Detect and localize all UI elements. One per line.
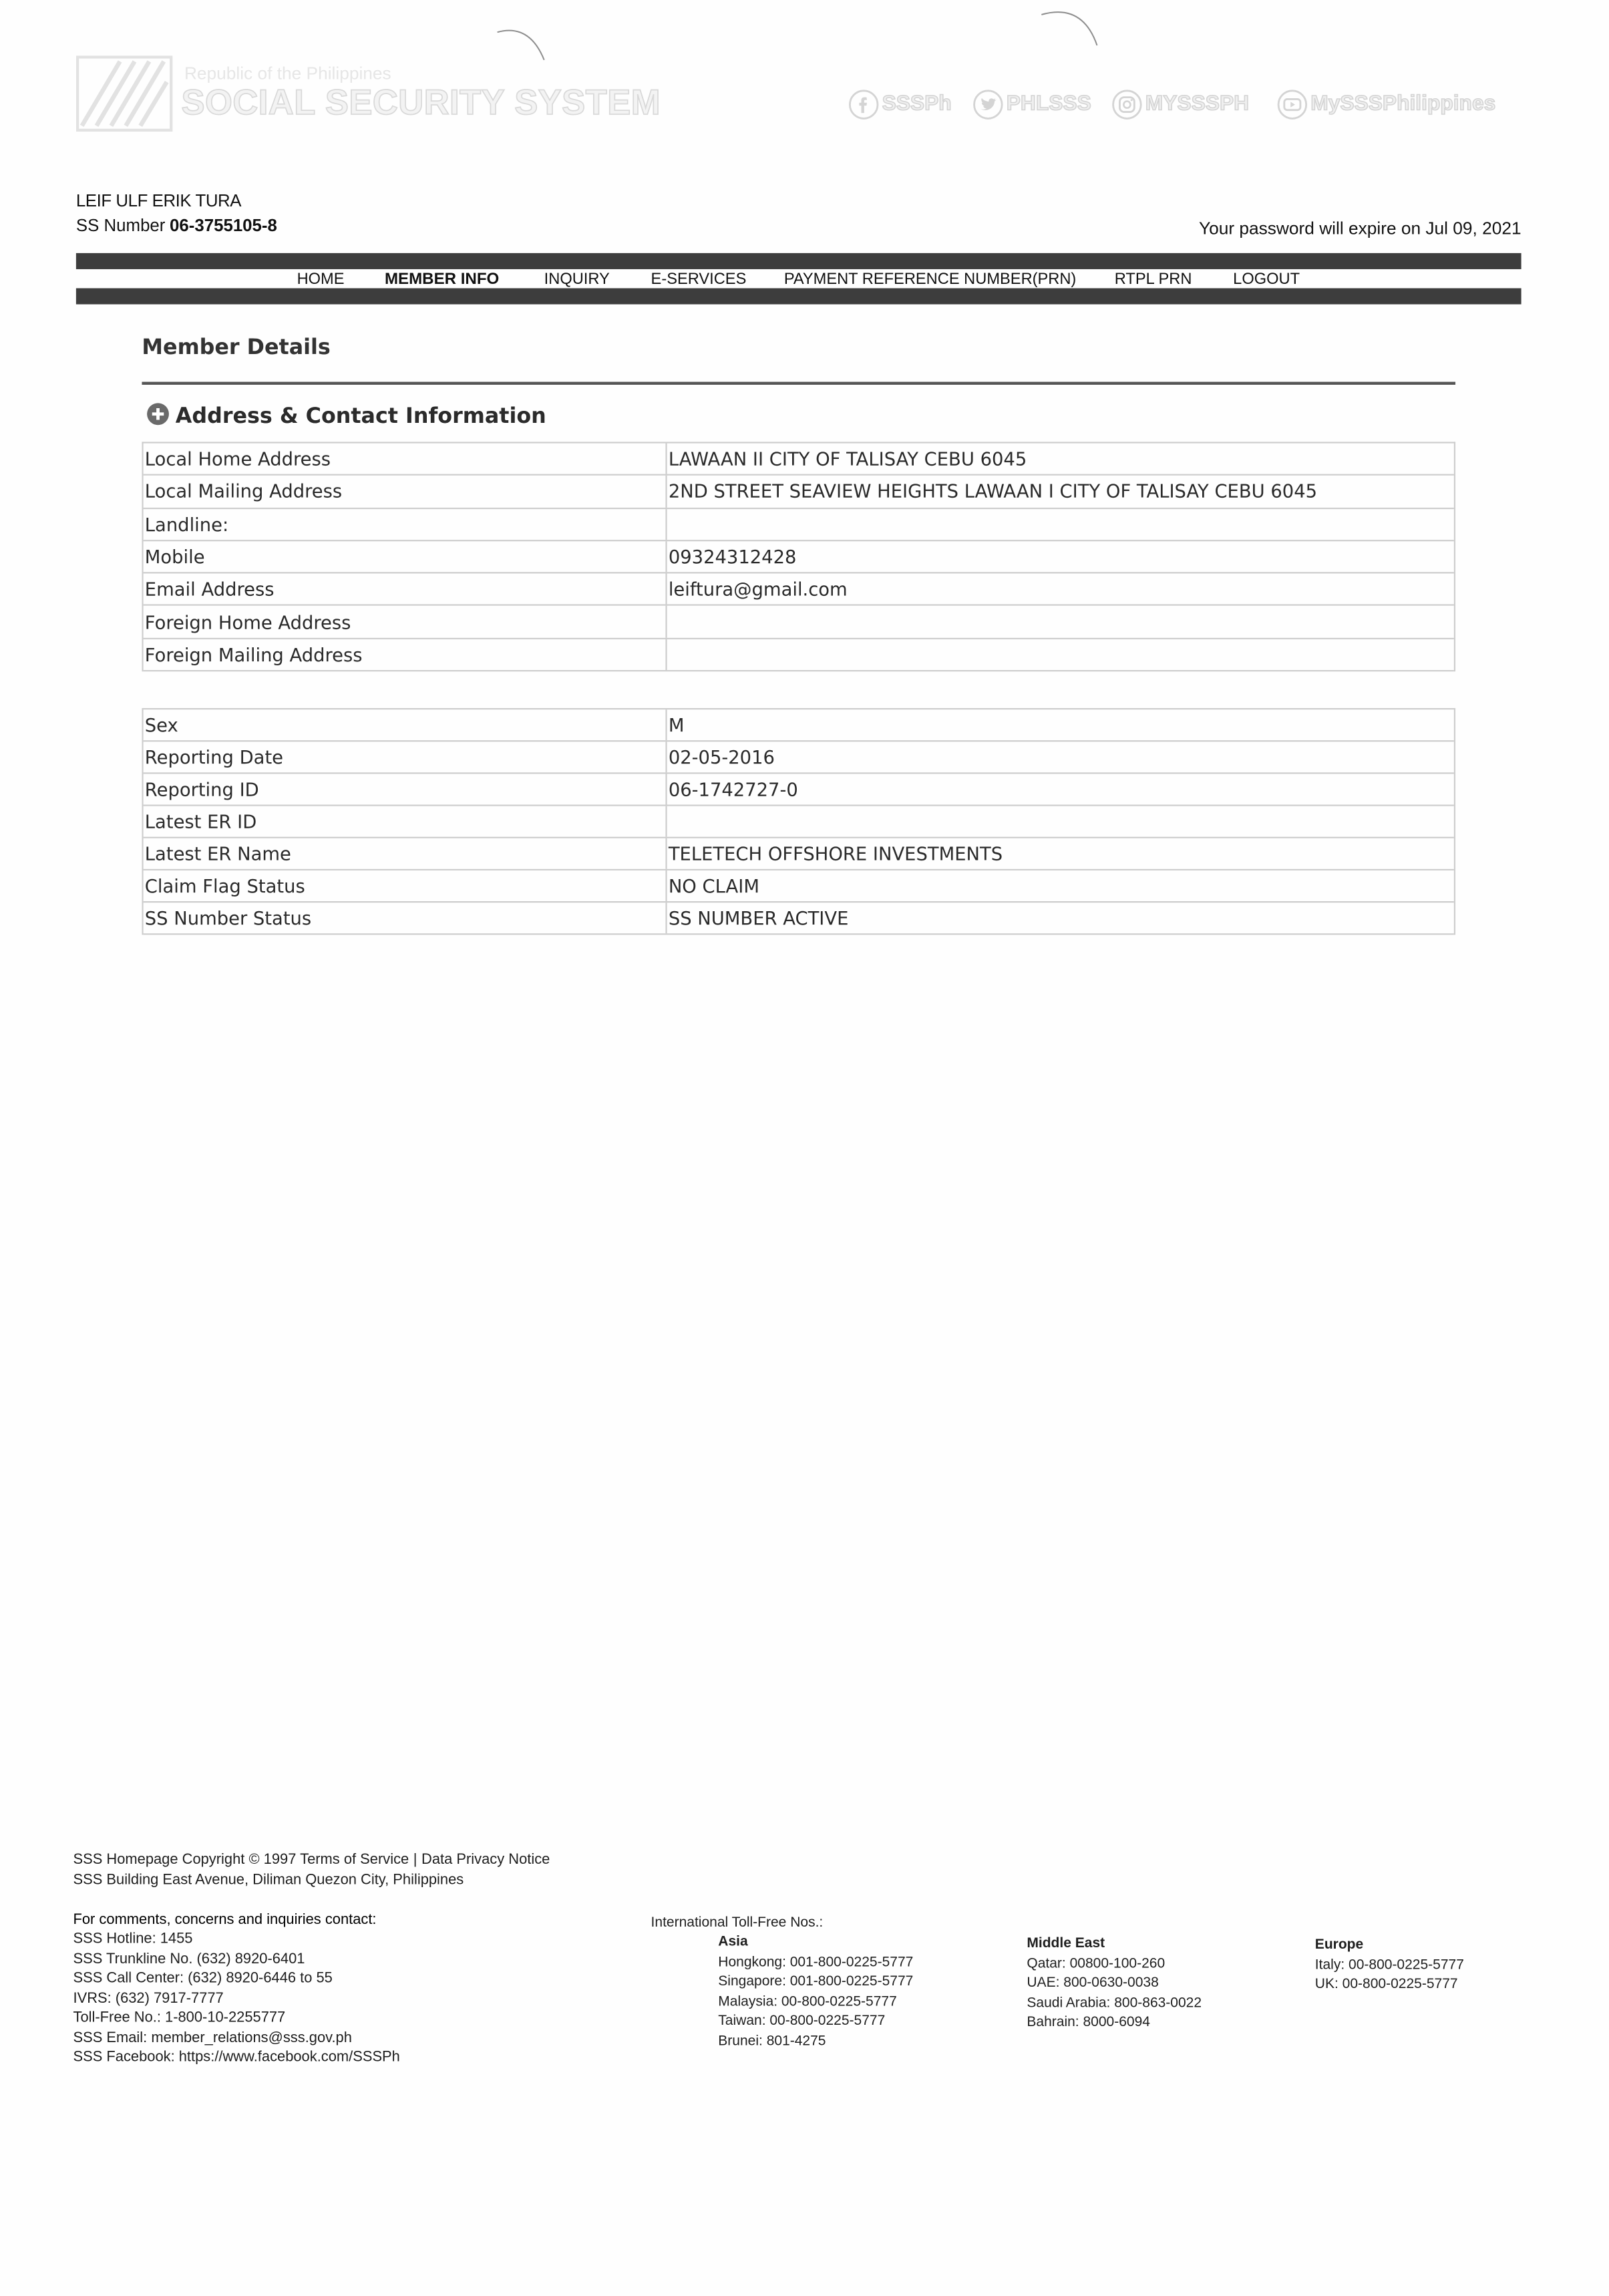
contact-ivrs: IVRS: (632) 7917-7777 — [73, 1991, 224, 2007]
field-label: Local Home Address — [144, 444, 667, 475]
contact-toll-free: Toll-Free No.: 1-800-10-2255777 — [73, 2010, 286, 2027]
sss-logo-icon — [76, 55, 173, 132]
toll-free-number: Italy: 00-800-0225-5777 — [1314, 1957, 1464, 1973]
field-value — [667, 508, 1454, 540]
youtube-icon — [1277, 88, 1308, 119]
field-value — [667, 607, 1454, 638]
contact-trunkline: SSS Trunkline No. (632) 8920-6401 — [73, 1951, 305, 1968]
field-label: Foreign Mailing Address — [144, 639, 667, 671]
copyright-text: SSS Homepage Copyright © 1997 — [73, 1852, 297, 1868]
field-label: Latest ER Name — [144, 838, 667, 869]
region-middle-east — [1027, 1935, 1202, 2033]
table-row — [144, 574, 1454, 607]
field-label: Reporting Date — [144, 742, 667, 772]
twitter-icon — [972, 88, 1003, 119]
table-row — [144, 541, 1454, 574]
table-row — [144, 870, 1454, 903]
field-value: 09324312428 — [668, 545, 797, 568]
nav-home[interactable]: HOME — [297, 271, 345, 289]
field-label: Latest ER ID — [144, 806, 667, 837]
nav-bar-top — [76, 253, 1522, 269]
field-label: Mobile — [144, 541, 667, 572]
social-link-facebook[interactable] — [848, 88, 951, 120]
scan-mark — [1039, 3, 1103, 49]
region-name: Middle East — [1027, 1935, 1105, 1953]
table-row — [144, 838, 1454, 870]
copyright-line — [73, 1850, 550, 1871]
plus-circle-icon[interactable] — [146, 402, 170, 426]
ss-number-line — [76, 215, 277, 236]
table-row — [144, 639, 1454, 672]
facebook-icon — [848, 88, 879, 119]
social-handle: PHLSSS — [1006, 92, 1091, 116]
field-label: Local Mailing Address — [144, 476, 667, 507]
field-value: NO CLAIM — [668, 874, 759, 897]
field-value: leiftura@gmail.com — [668, 578, 848, 601]
member-name: LEIF ULF ERIK TURA — [75, 190, 242, 211]
field-label: Foreign Home Address — [144, 607, 667, 638]
footer-separator: | — [413, 1852, 417, 1868]
table-row — [144, 444, 1454, 476]
region-name: Europe — [1314, 1937, 1364, 1954]
toll-free-number: Bahrain: 8000-6094 — [1027, 2015, 1150, 2031]
nav-bar-bottom — [76, 288, 1522, 304]
toll-free-number: Malaysia: 00-800-0225-5777 — [718, 1993, 897, 2010]
table-row — [144, 607, 1454, 639]
toll-free-number: Brunei: 801-4275 — [718, 2033, 826, 2049]
logo-tagline: Republic of the Philippines — [184, 63, 391, 84]
contact-facebook: SSS Facebook: https://www.facebook.com/SSSPh — [73, 2049, 400, 2066]
table-row — [144, 806, 1454, 838]
field-label: Landline: — [144, 508, 667, 540]
field-label: Claim Flag Status — [144, 870, 667, 901]
social-link-youtube[interactable] — [1277, 88, 1495, 120]
table-row — [144, 476, 1454, 508]
table-row — [144, 742, 1454, 774]
member-info-table — [142, 708, 1455, 935]
contact-list — [73, 1930, 400, 2068]
field-value: SS NUMBER ACTIVE — [668, 907, 849, 929]
table-row — [144, 709, 1454, 742]
section-title: Address & Contact Information — [175, 405, 546, 429]
toll-free-number: UK: 00-800-0225-5777 — [1314, 1977, 1458, 1993]
field-value: 02-05-2016 — [668, 746, 775, 768]
sss-logo — [76, 55, 173, 132]
toll-free-number: Taiwan: 00-800-0225-5777 — [718, 2013, 886, 2030]
field-label: Reporting ID — [144, 774, 667, 805]
contact-heading: For comments, concerns and inquiries contact: — [73, 1912, 377, 1929]
social-link-instagram[interactable] — [1111, 88, 1249, 120]
terms-of-service-link[interactable]: Terms of Service — [300, 1852, 409, 1868]
nav-payment-reference-number[interactable]: PAYMENT REFERENCE NUMBER(PRN) — [783, 271, 1077, 289]
toll-free-number: UAE: 800-0630-0038 — [1027, 1975, 1159, 1992]
password-expiry-notice: Your password will expire on Jul 09, 2021 — [1199, 218, 1522, 238]
field-value: LAWAAN II CITY OF TALISAY CEBU 6045 — [668, 448, 1027, 470]
social-link-twitter[interactable] — [972, 88, 1091, 120]
field-value — [667, 806, 1454, 837]
data-privacy-link[interactable]: Data Privacy Notice — [421, 1852, 550, 1868]
nav-member-info[interactable]: MEMBER INFO — [384, 271, 500, 289]
field-label: SS Number Status — [144, 903, 667, 933]
region-name: Asia — [718, 1934, 748, 1951]
toll-free-number: Hongkong: 001-800-0225-5777 — [718, 1954, 914, 1971]
nav-e-services[interactable]: E-SERVICES — [651, 271, 747, 289]
region-europe — [1315, 1936, 1464, 1995]
toll-free-number: Qatar: 00800-100-260 — [1027, 1955, 1166, 1972]
instagram-icon — [1111, 88, 1142, 119]
table-row — [144, 903, 1454, 935]
table-row — [144, 508, 1454, 541]
nav-rtpl-prn[interactable]: RTPL PRN — [1114, 271, 1192, 289]
contact-hotline: SSS Hotline: 1455 — [73, 1931, 193, 1948]
field-value: M — [668, 713, 685, 736]
field-value: 2ND STREET SEAVIEW HEIGHTS LAWAAN I CITY OF TALISAY CEBU 6045 — [668, 480, 1318, 503]
contact-call-center: SSS Call Center: (632) 8920-6446 to 55 — [73, 1971, 333, 1987]
nav-logout[interactable]: LOGOUT — [1233, 271, 1300, 289]
social-handle: MYSSSPH — [1145, 92, 1250, 116]
table-row — [144, 774, 1454, 806]
field-value — [667, 639, 1454, 671]
ss-number-label: SS Number — [75, 214, 166, 236]
nav-inquiry[interactable]: INQUIRY — [544, 271, 610, 289]
field-label: Sex — [144, 709, 667, 740]
contact-email: SSS Email: member_relations@sss.gov.ph — [73, 2030, 352, 2047]
contact-info-table — [142, 442, 1455, 671]
logo-wordmark: SOCIAL SECURITY SYSTEM — [181, 83, 661, 123]
page-title: Member Details — [142, 336, 331, 360]
scan-mark — [494, 23, 550, 64]
toll-free-number: Singapore: 001-800-0225-5777 — [718, 1973, 914, 1990]
office-address: SSS Building East Avenue, Diliman Quezon City, Philippines — [73, 1872, 464, 1889]
field-label: Email Address — [144, 574, 667, 605]
intl-toll-free-heading: International Toll-Free Nos.: — [651, 1915, 824, 1932]
ss-number-value: 06-3755105-8 — [170, 214, 277, 236]
title-divider — [142, 382, 1455, 385]
toll-free-number: Saudi Arabia: 800-863-0022 — [1027, 1995, 1202, 2011]
social-handle: SSSPh — [882, 92, 952, 116]
region-asia — [718, 1933, 913, 2052]
field-value: 06-1742727-0 — [668, 778, 798, 800]
social-handle: MySSSPhilippines — [1310, 92, 1496, 116]
field-value: TELETECH OFFSHORE INVESTMENTS — [668, 842, 1003, 865]
